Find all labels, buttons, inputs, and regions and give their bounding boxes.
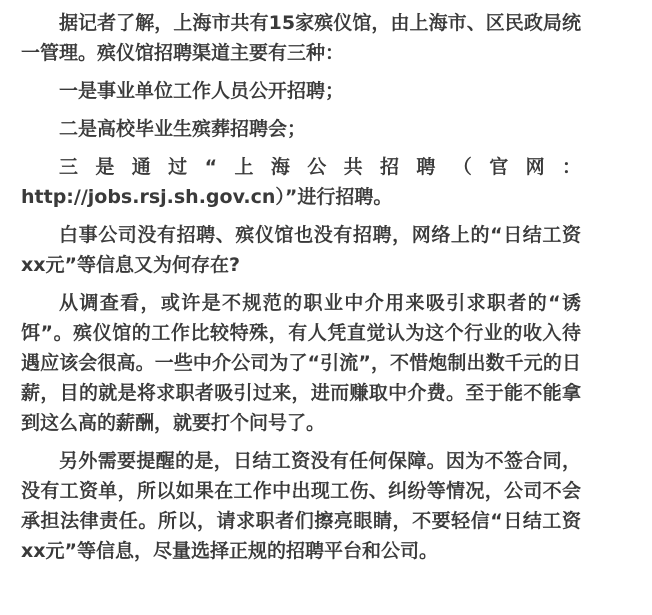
paragraph-channel-2: 二是高校毕业生殡葬招聘会； [59, 118, 307, 140]
paragraph-question: 白事公司没有招聘、殡仪馆也没有招聘，网络上的“日结工资xx元”等信息又为何存在? [21, 224, 581, 276]
paragraph-warning: 另外需要提醒的是，日结工资没有任何保障。因为不签合同，没有工资单，所以如果在工作中出现工伤、纠纷等情况，公司不会承担法律责任。所以，请求职者们擦亮眼睛，不要轻信“日结工资xx元”等信息，尽量选择正规的招聘平台和公司。 [21, 450, 581, 562]
paragraph-analysis: 从调查看，或许是不规范的职业中介用来吸引求职者的“诱饵”。殡仪馆的工作比较特殊，有人凭直觉认为这个行业的收入待遇应该会很高。一些中介公司为了“引流”，不惜炮制出数千元的日薪，目的就是将求职者吸引过来，进而赚取中介费。至于能不能拿到这么高的薪酬，就要打个问号了。 [21, 292, 581, 434]
paragraph-channel-1: 一是事业单位工作人员公开招聘； [59, 80, 345, 102]
article-body [21, 8, 581, 574]
paragraph-channel-3: 三是通过“上海公共招聘（官网：http://jobs.rsj.sh.gov.cn）”进行招聘。 [21, 156, 581, 208]
paragraph-intro: 据记者了解，上海市共有15家殡仪馆，由上海市、区民政局统一管理。殡仪馆招聘渠道主要有三种： [21, 12, 581, 64]
